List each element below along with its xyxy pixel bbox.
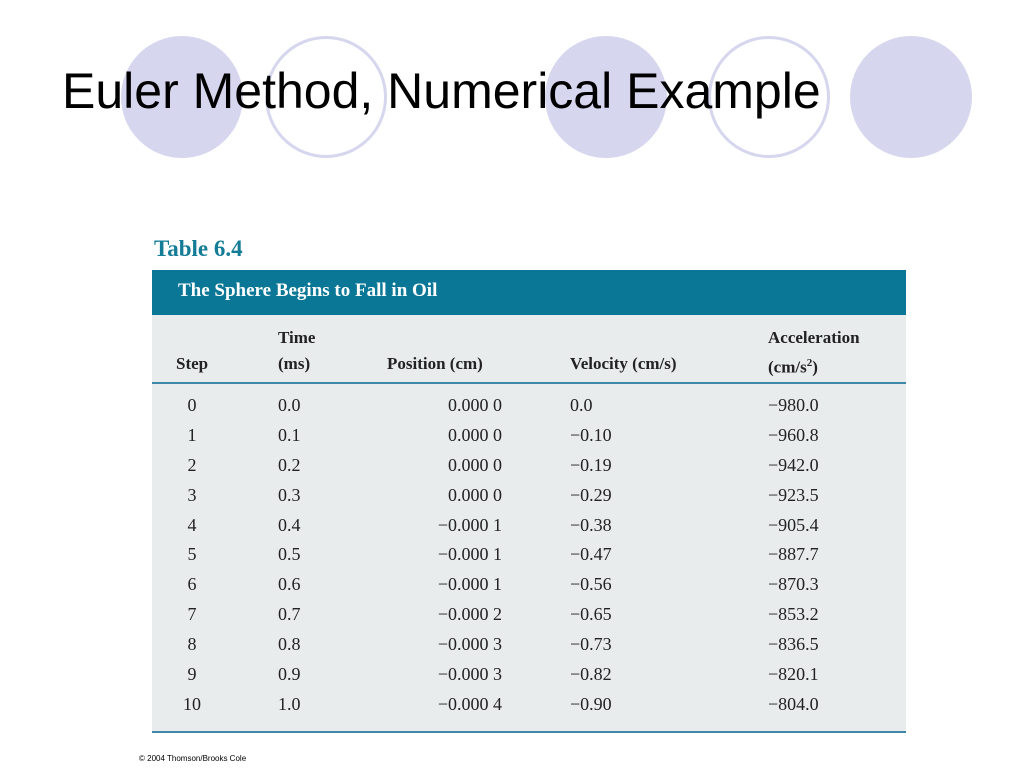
cell-position: 0.000 0: [448, 424, 502, 445]
cell-acceleration: −905.4: [768, 514, 819, 535]
header-position: Position (cm): [387, 354, 483, 373]
cell-step: 7: [187, 604, 197, 625]
copyright-notice: © 2004 Thomson/Brooks Cole: [139, 754, 247, 763]
cell-time: 1.0: [278, 693, 301, 714]
cell-acceleration: −836.5: [768, 634, 819, 655]
cell-position: −0.000 4: [437, 693, 502, 714]
cell-time: 0.0: [278, 395, 301, 415]
cell-velocity: −0.65: [570, 604, 612, 625]
table-rows: [152, 392, 906, 721]
table-label: Table 6.4: [154, 236, 243, 261]
cell-step: 8: [187, 634, 197, 655]
table-row: [152, 601, 906, 631]
header-acceleration-close: ): [812, 357, 818, 377]
cell-time: 0.5: [278, 544, 301, 565]
cell-acceleration: −804.0: [768, 693, 819, 714]
header-acceleration-unit: (cm/s: [768, 357, 807, 377]
cell-position: −0.000 2: [437, 604, 502, 625]
cell-step: 3: [187, 484, 197, 505]
cell-velocity: −0.19: [570, 454, 612, 475]
table-caption: The Sphere Begins to Fall in Oil: [178, 280, 438, 301]
table-figure: [122, 230, 918, 745]
cell-position: 0.000 0: [448, 484, 502, 505]
cell-time: 0.6: [278, 574, 301, 595]
cell-acceleration: −870.3: [768, 574, 819, 595]
table-row: [152, 571, 906, 601]
cell-position: −0.000 1: [437, 514, 502, 535]
table-row: [152, 422, 906, 452]
cell-position: 0.000 0: [448, 395, 502, 415]
cell-velocity: −0.47: [570, 544, 612, 565]
table-row: [152, 661, 906, 691]
header-step: Step: [176, 354, 209, 373]
cell-velocity: −0.56: [570, 574, 612, 595]
cell-step: 4: [187, 514, 197, 535]
cell-position: −0.000 3: [437, 634, 502, 655]
slide-title: Euler Method, Numerical Example: [62, 63, 821, 119]
table-row: [152, 482, 906, 512]
header-time-line1: Time: [278, 328, 316, 347]
cell-velocity: −0.82: [570, 664, 612, 685]
cell-time: 0.1: [278, 424, 301, 445]
table-row: [152, 541, 906, 571]
cell-position: −0.000 3: [437, 664, 502, 685]
table-row: [152, 691, 906, 721]
header-acceleration-line2: [768, 351, 818, 380]
cell-acceleration: −820.1: [768, 664, 819, 685]
cell-position: −0.000 1: [437, 544, 502, 565]
cell-acceleration: −853.2: [768, 604, 819, 625]
cell-position: −0.000 1: [437, 574, 502, 595]
cell-velocity: −0.90: [570, 693, 612, 714]
cell-step: 10: [183, 693, 201, 714]
cell-step: 1: [187, 424, 197, 445]
header-acceleration-line1: Acceleration: [768, 328, 860, 347]
cell-velocity: −0.29: [570, 484, 612, 505]
table-caption-bar: [152, 270, 906, 315]
cell-time: 0.8: [278, 634, 301, 655]
cell-velocity: 0.0: [570, 395, 593, 415]
cell-step: 6: [187, 574, 197, 595]
cell-position: 0.000 0: [448, 454, 502, 475]
cell-step: 2: [187, 454, 197, 475]
decorative-circle-filled: [850, 36, 972, 158]
cell-velocity: −0.10: [570, 424, 612, 445]
header-velocity: Velocity (cm/s): [570, 354, 677, 373]
header-rule: [152, 382, 906, 384]
cell-velocity: −0.73: [570, 634, 612, 655]
bottom-rule: [152, 731, 906, 733]
data-table: [152, 315, 906, 733]
table-row: [152, 392, 906, 422]
header-time-line2: (ms): [278, 354, 311, 373]
cell-acceleration: −923.5: [768, 484, 819, 505]
cell-time: 0.9: [278, 664, 301, 685]
cell-step: 0: [187, 395, 197, 415]
cell-acceleration: −980.0: [768, 395, 819, 415]
cell-time: 0.3: [278, 484, 301, 505]
cell-time: 0.7: [278, 604, 301, 625]
cell-acceleration: −942.0: [768, 454, 819, 475]
cell-time: 0.2: [278, 454, 301, 475]
cell-time: 0.4: [278, 514, 301, 535]
cell-acceleration: −960.8: [768, 424, 819, 445]
cell-step: 5: [187, 544, 197, 565]
table-row: [152, 452, 906, 482]
header-acceleration-exponent: 2: [806, 357, 813, 369]
cell-velocity: −0.38: [570, 514, 612, 535]
cell-step: 9: [187, 664, 197, 685]
table-row: [152, 631, 906, 661]
table-row: [152, 512, 906, 542]
cell-acceleration: −887.7: [768, 544, 819, 565]
